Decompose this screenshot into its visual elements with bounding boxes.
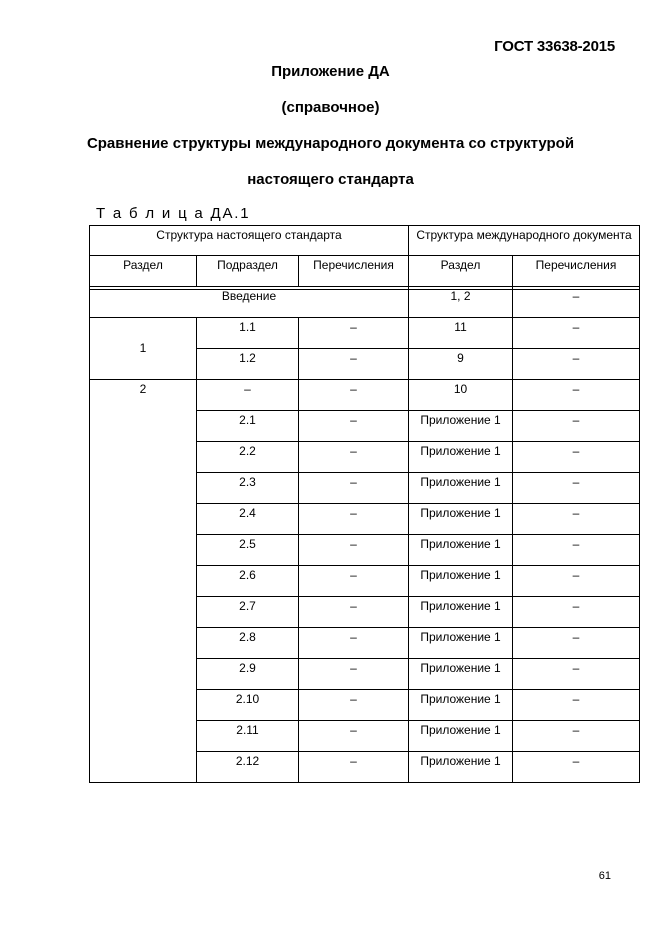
section-number: 1 [90, 318, 197, 380]
subsection-cell: 2.7 [197, 597, 299, 628]
listing-cell: – [299, 690, 409, 721]
subsection-cell: 2.11 [197, 721, 299, 752]
intl-listing-cell: – [513, 690, 640, 721]
listing-cell: – [299, 628, 409, 659]
intl-listing-cell: – [513, 349, 640, 380]
intl-section-cell: 10 [409, 380, 513, 411]
header-divider-line [89, 289, 639, 290]
intl-listing-cell: – [513, 752, 640, 783]
listing-cell: – [299, 659, 409, 690]
subsection-cell: 2.4 [197, 504, 299, 535]
listing-cell: – [299, 380, 409, 411]
subsection-cell: 2.9 [197, 659, 299, 690]
listing-cell: – [299, 411, 409, 442]
intl-section-cell: Приложение 1 [409, 752, 513, 783]
column-header-intl-section: Раздел [409, 256, 513, 287]
table-row [90, 380, 640, 411]
intl-section-cell: Приложение 1 [409, 628, 513, 659]
intl-section-cell: Приложение 1 [409, 535, 513, 566]
intl-section-cell: Приложение 1 [409, 659, 513, 690]
intl-listing-cell: – [513, 566, 640, 597]
listing-cell: – [299, 566, 409, 597]
listing-cell: – [299, 752, 409, 783]
table-caption: Т а б л и ц а ДА.1 [96, 205, 251, 222]
table-row [90, 318, 640, 349]
listing-cell: – [299, 597, 409, 628]
annex-type: (справочное) [281, 99, 380, 116]
listing-cell: – [299, 318, 409, 349]
listing-cell: – [299, 721, 409, 752]
subsection-cell: 1.2 [197, 349, 299, 380]
intl-section-cell: Приложение 1 [409, 690, 513, 721]
column-header-intl-listing: Перечисления [513, 256, 640, 287]
subsection-cell: 2.3 [197, 473, 299, 504]
subsection-cell: 2.5 [197, 535, 299, 566]
intro-label: Введение [90, 287, 409, 318]
comparison-title-line2: настоящего стандарта [247, 171, 414, 188]
intl-section-cell: Приложение 1 [409, 411, 513, 442]
intl-listing-cell: – [513, 411, 640, 442]
intl-listing-cell: – [513, 535, 640, 566]
structure-comparison-table [89, 225, 640, 783]
subsection-cell: – [197, 380, 299, 411]
subsection-cell: 2.1 [197, 411, 299, 442]
column-header-section: Раздел [90, 256, 197, 287]
table-row-intro [90, 287, 640, 318]
subsection-cell: 2.10 [197, 690, 299, 721]
intl-section-cell: Приложение 1 [409, 566, 513, 597]
intl-listing-cell: – [513, 473, 640, 504]
subsection-cell: 2.6 [197, 566, 299, 597]
listing-cell: – [299, 535, 409, 566]
intl-listing-cell: – [513, 721, 640, 752]
intl-listing-cell: – [513, 318, 640, 349]
annex-title: Приложение ДА [271, 63, 390, 80]
group-header-international: Структура международного документа [409, 226, 640, 256]
intl-section-cell: Приложение 1 [409, 597, 513, 628]
listing-cell: – [299, 504, 409, 535]
intl-section-cell: 9 [409, 349, 513, 380]
intl-listing-cell: – [513, 442, 640, 473]
intl-listing-cell: – [513, 504, 640, 535]
intl-listing-cell: – [513, 659, 640, 690]
listing-cell: – [299, 442, 409, 473]
intl-listing-cell: – [513, 380, 640, 411]
intl-section-cell: Приложение 1 [409, 721, 513, 752]
subsection-cell: 1.1 [197, 318, 299, 349]
intl-listing-cell: – [513, 628, 640, 659]
intl-listing-cell: – [513, 597, 640, 628]
page-number: 61 [598, 870, 611, 882]
comparison-title-line1: Сравнение структуры международного документа со структурой [86, 135, 575, 152]
group-header-this-standard: Структура настоящего стандарта [90, 226, 409, 256]
section-number: 2 [90, 380, 197, 783]
listing-cell: – [299, 473, 409, 504]
document-id: ГОСТ 33638-2015 [494, 38, 615, 55]
column-header-listing: Перечисления [299, 256, 409, 287]
intro-intl-section: 1, 2 [409, 287, 513, 318]
intl-section-cell: Приложение 1 [409, 473, 513, 504]
subsection-cell: 2.8 [197, 628, 299, 659]
listing-cell: – [299, 349, 409, 380]
subsection-cell: 2.12 [197, 752, 299, 783]
subsection-cell: 2.2 [197, 442, 299, 473]
intl-section-cell: Приложение 1 [409, 442, 513, 473]
intl-section-cell: Приложение 1 [409, 504, 513, 535]
intl-section-cell: 11 [409, 318, 513, 349]
intro-intl-listing: – [513, 287, 640, 318]
column-header-subsection: Подраздел [197, 256, 299, 287]
